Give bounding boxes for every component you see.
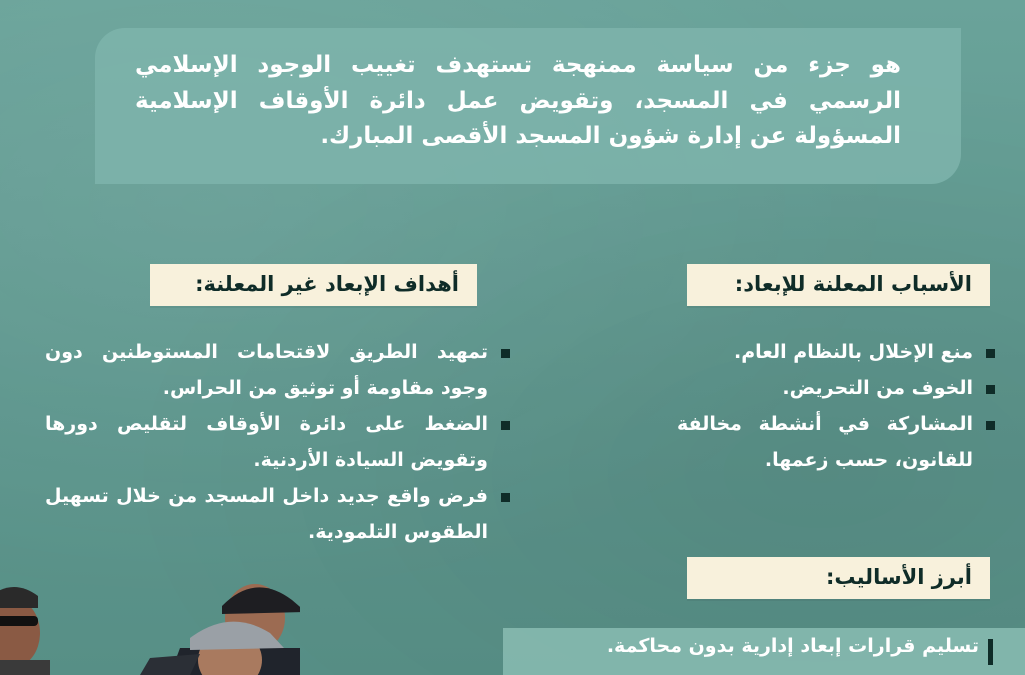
intro-box — [95, 28, 961, 184]
list-item: تسليم قرارات إبعاد إدارية بدون محاكمة. — [503, 635, 993, 657]
methods-list — [503, 628, 1025, 675]
declared-reasons-list — [677, 334, 995, 478]
declared-reasons-heading: الأسباب المعلنة للإبعاد: — [687, 264, 990, 306]
square-bullet-icon — [501, 493, 510, 502]
square-bullet-icon — [501, 421, 510, 430]
list-item: الخوف من التحريض. — [677, 370, 995, 406]
square-bullet-icon — [986, 349, 995, 358]
intro-text: هو جزء من سياسة ممنهجة تستهدف تغييب الوجود الإسلامي الرسمي في المسجد، وتقويض عمل دائرة الأوقاف الإسلامية المسؤولة عن إدارة شؤون المسجد الأقصى المبارك. — [135, 52, 901, 150]
list-item: فرض واقع جديد داخل المسجد من خلال تسهيل الطقوس التلمودية. — [45, 478, 510, 550]
square-bullet-icon — [501, 349, 510, 358]
people-photo-illustration — [0, 578, 300, 675]
list-item: تمهيد الطريق لاقتحامات المستوطنين دون وجود مقاومة أو توثيق من الحراس. — [45, 334, 510, 406]
square-bullet-icon — [986, 385, 995, 394]
list-item: منع الإخلال بالنظام العام. — [677, 334, 995, 370]
list-item: الضغط على دائرة الأوقاف لتقليص دورها وتقويض السيادة الأردنية. — [45, 406, 510, 478]
bar-bullet-icon — [988, 639, 993, 665]
undeclared-goals-heading: أهداف الإبعاد غير المعلنة: — [150, 264, 477, 306]
undeclared-goals-list — [45, 334, 510, 551]
methods-heading: أبرز الأساليب: — [687, 557, 990, 599]
square-bullet-icon — [986, 421, 995, 430]
list-item: المشاركة في أنشطة مخالفة للقانون، حسب زعمها. — [677, 406, 995, 478]
people-photo — [0, 578, 300, 675]
